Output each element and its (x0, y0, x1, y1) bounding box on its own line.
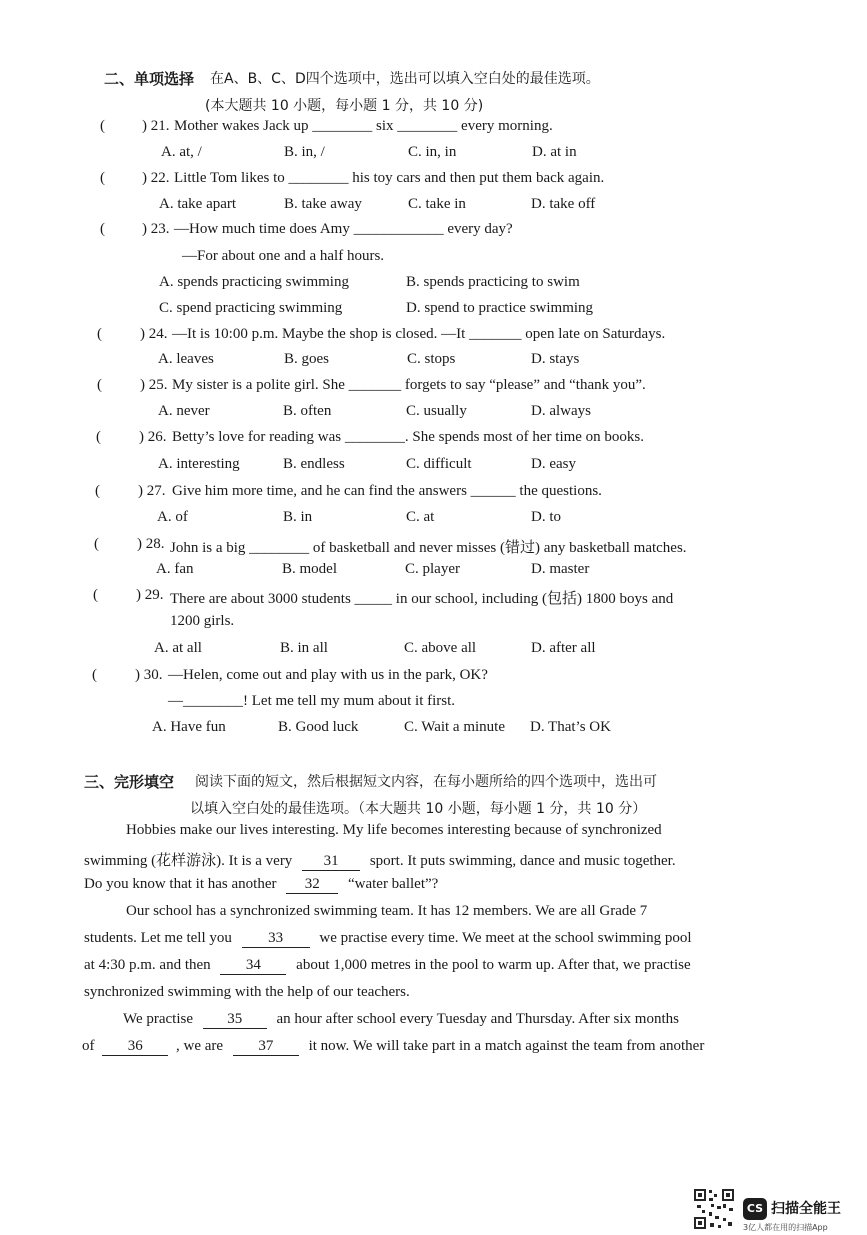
q23-option-a: A. spends practicing swimming (159, 274, 349, 290)
q28-stem: John is a big ________ of basketball and never misses (错过) any basketball matches. (170, 540, 687, 556)
q25-option-a: A. never (158, 403, 210, 419)
q25-stem: My sister is a polite girl. She _______ forgets to say “please” and “thank you”. (172, 377, 646, 393)
q24-paren: ( (97, 326, 102, 342)
q27-stem: Give him more time, and he can find the answers ______ the questions. (172, 483, 602, 499)
q22-number: ) 22. (142, 170, 170, 186)
q30-option-c: C. Wait a minute (404, 719, 506, 735)
q22-option-c: C. take in (408, 196, 466, 212)
qr-code-icon (693, 1188, 735, 1230)
q21-option-c: C. in, in (408, 144, 457, 160)
q21-paren: ( (100, 118, 105, 134)
q28-paren: ( (94, 536, 99, 552)
passage-p1-line2 (84, 849, 676, 871)
section2-instruction: 在A、B、C、D四个选项中，选出可以填入空白处的最佳选项。 (210, 71, 600, 87)
q29-option-d: D. after all (531, 640, 596, 656)
passage-text: sport. It puts swimming, dance and music together. (369, 853, 676, 869)
cloze-blank-36: 36 (102, 1038, 168, 1056)
camscanner-logo-icon: CS (743, 1198, 767, 1220)
q24-option-c: C. stops (407, 351, 456, 367)
passage-text: about 1,000 metres in the pool to warm up. After that, we practise (296, 957, 691, 973)
q27-option-c: C. at (406, 509, 435, 525)
q29-stem: There are about 3000 students _____ in our school, including (包括) 1800 boys and (170, 591, 674, 607)
q27-number: ) 27. (138, 483, 166, 499)
q25-option-d: D. always (531, 403, 591, 419)
section3-instruction: 阅读下面的短文，然后根据短文内容，在每小题所给的四个选项中，选出可 (195, 774, 657, 790)
q26-option-b: B. endless (283, 456, 345, 472)
q29-stem-continued: 1200 girls. (170, 613, 235, 629)
passage-text: “water ballet”? (347, 876, 439, 892)
q26-option-d: D. easy (531, 456, 576, 472)
q28-option-c: C. player (405, 561, 460, 577)
passage-text: , we are (176, 1038, 224, 1054)
q23-stem-answer: —For about one and a half hours. (182, 248, 385, 264)
q23-option-b: B. spends practicing to swim (406, 274, 580, 290)
q30-stem-reply: —________! Let me tell my mum about it first. (168, 693, 456, 709)
cloze-blank-33: 33 (242, 930, 310, 948)
passage-p1-line3 (84, 876, 438, 894)
cloze-blank-34: 34 (220, 957, 286, 975)
q24-number: ) 24. (140, 326, 168, 342)
q29-option-a: A. at all (154, 640, 202, 656)
q25-option-c: C. usually (406, 403, 467, 419)
passage-p2-line2 (84, 930, 692, 948)
q25-number: ) 25. (140, 377, 168, 393)
q23-paren: ( (100, 221, 105, 237)
passage-p2-line3 (84, 957, 691, 975)
q29-option-b: B. in all (280, 640, 328, 656)
q25-option-b: B. often (283, 403, 332, 419)
passage-text: it now. We will take part in a match against the team from another (308, 1038, 705, 1054)
q27-paren: ( (95, 483, 100, 499)
scanner-watermark (693, 1196, 853, 1232)
q21-stem: Mother wakes Jack up ________ six ________ every morning. (174, 118, 553, 134)
q24-stem: —It is 10:00 p.m. Maybe the shop is closed. —It _______ open late on Saturdays. (172, 326, 666, 342)
passage-text: students. Let me tell you (84, 930, 232, 946)
q21-number: ) 21. (142, 118, 170, 134)
q29-number: ) 29. (136, 587, 164, 603)
q22-option-a: A. take apart (159, 196, 237, 212)
q22-option-b: B. take away (284, 196, 362, 212)
q26-paren: ( (96, 429, 101, 445)
q22-stem: Little Tom likes to ________ his toy cars and then put them back again. (174, 170, 605, 186)
q26-option-a: A. interesting (158, 456, 240, 472)
passage-p3-line2 (82, 1038, 704, 1056)
q26-stem: Betty’s love for reading was ________. She spends most of her time on books. (172, 429, 645, 445)
q28-option-b: B. model (282, 561, 337, 577)
q21-option-a: A. at, / (161, 144, 202, 160)
section3-title: 三、完形填空 (84, 773, 175, 791)
scanner-brand-slogan: 3亿人都在用的扫描App (743, 1223, 828, 1232)
q30-option-a: A. Have fun (152, 719, 226, 735)
q30-option-d: D. That’s OK (530, 719, 611, 735)
cloze-blank-31: 31 (302, 853, 360, 871)
q30-stem: —Helen, come out and play with us in the park, OK? (168, 667, 488, 683)
q23-stem: —How much time does Amy ____________ every day? (174, 221, 513, 237)
q30-number: ) 30. (135, 667, 163, 683)
q23-option-c: C. spend practicing swimming (159, 300, 343, 316)
section2-title: 二、单项选择 (104, 70, 195, 88)
q27-option-b: B. in (283, 509, 313, 525)
passage-p1-line1: Hobbies make our lives interesting. My life becomes interesting because of synchronized (126, 822, 662, 838)
q22-paren: ( (100, 170, 105, 186)
q27-option-d: D. to (531, 509, 561, 525)
section3-instruction-cont: 以填入空白处的最佳选项。（本大题共 10 小题，每小题 1 分，共 10 分） (190, 801, 647, 817)
passage-text: at 4:30 p.m. and then (84, 957, 211, 973)
passage-p2-line4: synchronized swimming with the help of our teachers. (84, 984, 410, 1000)
q21-option-d: D. at in (532, 144, 577, 160)
cloze-blank-35: 35 (203, 1011, 267, 1029)
passage-text: swimming (花样游泳). It is a very (84, 853, 293, 869)
q24-option-a: A. leaves (158, 351, 214, 367)
q23-option-d: D. spend to practice swimming (406, 300, 594, 316)
q29-paren: ( (93, 587, 98, 603)
q30-option-b: B. Good luck (278, 719, 359, 735)
q30-paren: ( (92, 667, 97, 683)
passage-p2-line1: Our school has a synchronized swimming team. It has 12 members. We are all Grade 7 (126, 903, 648, 919)
q22-option-d: D. take off (531, 196, 596, 212)
q24-option-d: D. stays (531, 351, 580, 367)
q23-number: ) 23. (142, 221, 170, 237)
q28-option-a: A. fan (156, 561, 194, 577)
section2-note: (本大题共 10 小题，每小题 1 分，共 10 分) (205, 98, 484, 114)
q26-number: ) 26. (139, 429, 167, 445)
passage-text: We practise (123, 1011, 194, 1027)
q26-option-c: C. difficult (406, 456, 472, 472)
cloze-blank-37: 37 (233, 1038, 299, 1056)
q27-option-a: A. of (157, 509, 188, 525)
q25-paren: ( (97, 377, 102, 393)
scanner-brand-name: 扫描全能王 (771, 1201, 841, 1217)
passage-text: of (82, 1038, 95, 1054)
passage-text: we practise every time. We meet at the school swimming pool (319, 930, 692, 946)
q28-number: ) 28. (137, 536, 165, 552)
q29-option-c: C. above all (404, 640, 477, 656)
q21-option-b: B. in, / (284, 144, 325, 160)
passage-text: Do you know that it has another (84, 876, 277, 892)
q24-option-b: B. goes (284, 351, 329, 367)
passage-p3-line1 (123, 1011, 679, 1029)
cloze-blank-32: 32 (286, 876, 338, 894)
passage-text: an hour after school every Tuesday and Thursday. After six months (276, 1011, 679, 1027)
q28-option-d: D. master (531, 561, 590, 577)
